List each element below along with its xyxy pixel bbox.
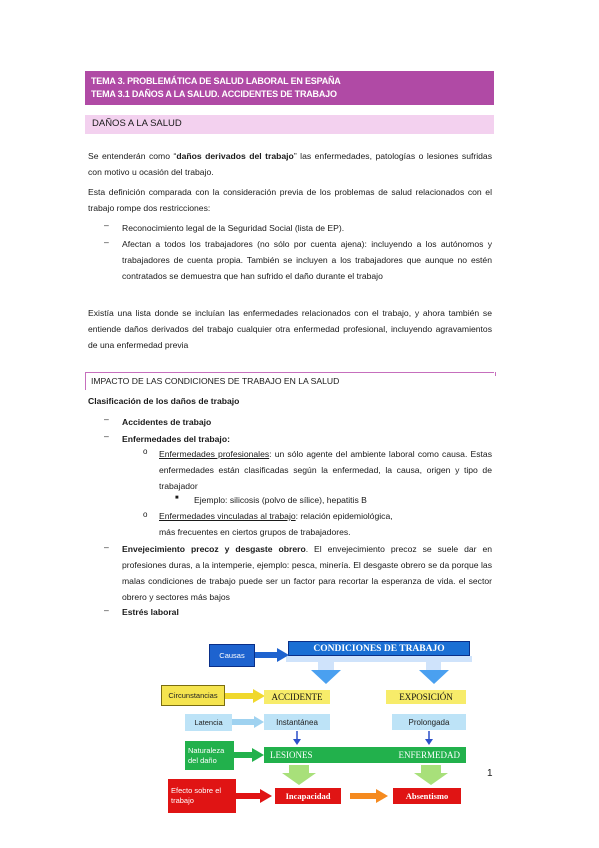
arrow-causas	[255, 648, 289, 662]
box-lesiones-enfermedad	[264, 747, 466, 763]
section-heading-impacto: IMPACTO DE LAS CONDICIONES DE TRABAJO EN LA SALUD	[85, 372, 494, 390]
bullet-dash: –	[104, 414, 109, 424]
arrow-right-orange	[350, 789, 388, 803]
item-accidentes: Accidentes de trabajo	[122, 417, 212, 427]
arrow-right-lightblue	[232, 716, 264, 728]
box-instantanea: Instantánea	[264, 714, 330, 730]
section-heading-danos: DAÑOS A LA SALUD	[85, 115, 494, 134]
bullet-dash: –	[104, 220, 109, 230]
document-header	[85, 71, 494, 105]
header-line-1: TEMA 3. PROBLEMÁTICA DE SALUD LABORAL EN ESPAÑA	[91, 76, 341, 86]
box-accidente: ACCIDENTE	[264, 690, 330, 704]
subtitle-clasificacion: Clasificación de los daños de trabajo	[88, 396, 240, 406]
bullet-dash: –	[104, 237, 109, 247]
arrow-right-red	[236, 789, 272, 803]
page-number: 1	[487, 768, 493, 779]
header-line-2: TEMA 3.1 DAÑOS A LA SALUD. ACCIDENTES DE TRABAJO	[91, 89, 337, 99]
arrow-right-yellow	[225, 689, 265, 703]
bold-term: daños derivados del trabajo	[176, 151, 294, 161]
item-enfermedades: Enfermedades del trabajo:	[122, 434, 230, 444]
sub-enf-profesionales	[159, 446, 492, 494]
text: ” las enfermedades, patologías o lesiones sufridas con motivo u ocasión del trabajo.	[88, 151, 492, 177]
text: : relación epidemiológica,	[295, 511, 393, 521]
bullet-circle: o	[143, 510, 148, 519]
text: . El envejecimiento precoz se suele dar en profesiones duras, a la intemperie, ejemplo: pesca, minería. El desgaste obrero se da porque las malas condiciones de trabajo puede ser un factor para recortar la esperanza de vida. el sector obrero y sectores más bajos	[122, 544, 493, 602]
bullet-dash: –	[104, 542, 109, 552]
down-arrow-right	[419, 670, 449, 684]
arrow-down-instantanea	[290, 731, 304, 745]
box-absentismo: Absentismo	[393, 788, 461, 804]
bullet-item: Afectan a todos los trabajadores (no sólo por cuenta ajena): incluyendo a los autónomos y trabajadores de cuenta propia. También se incluyen a los trabajadores que aunque no estén contratados se demuestra que han sufrido el daño durante el trabajo	[122, 239, 492, 281]
arrow-incapacidad-absentismo	[350, 789, 388, 803]
box-efecto: Efecto sobre el trabajo	[168, 779, 236, 813]
box-incapacidad: Incapacidad	[275, 788, 341, 804]
bullet-dash: –	[104, 605, 109, 615]
item-envejecimiento	[122, 541, 492, 605]
underlined-term: Enfermedades vinculadas al trabajo	[159, 511, 296, 521]
box-latencia: Latencia	[185, 714, 232, 731]
label-lesiones: LESIONES	[270, 750, 313, 760]
bold-term: Envejecimiento precoz y desgaste obrero	[122, 544, 306, 554]
banner-fade-shape	[286, 656, 472, 672]
arrow-down-prolongada	[422, 731, 436, 745]
underlined-term: Enfermedades profesionales	[159, 449, 270, 459]
text: Se entenderán como “	[88, 151, 177, 161]
item-estres: Estrés laboral	[122, 607, 179, 617]
box-naturaleza: Naturaleza del daño	[185, 741, 234, 770]
arrow-right-green	[234, 748, 264, 762]
arrow-circunstancias	[225, 689, 265, 703]
down-arrow-left	[311, 670, 341, 684]
box-prolongada: Prolongada	[392, 714, 466, 730]
arrow-latencia	[232, 716, 264, 728]
sub-enf-vinculadas-cont: más frecuentes en ciertos grupos de trabajadores.	[159, 527, 351, 537]
arrow-naturaleza	[234, 748, 264, 762]
arrow-efecto	[236, 789, 272, 803]
bullet-dash: –	[104, 431, 109, 441]
box-condiciones: CONDICIONES DE TRABAJO	[288, 641, 470, 656]
bullet-item: Reconocimiento legal de la Seguridad Social (lista de EP).	[122, 223, 345, 233]
banner-arrow-shape	[286, 656, 472, 684]
sub-enf-vinculadas	[159, 508, 492, 524]
fat-arrow-down	[282, 765, 316, 785]
bullet-square: ■	[175, 495, 179, 501]
fat-arrow-down	[414, 765, 448, 785]
box-causas: Causas	[209, 644, 255, 667]
arrow-right-blue	[255, 648, 289, 662]
box-exposicion: EXPOSICIÓN	[386, 690, 466, 704]
bullet-circle: o	[143, 447, 148, 456]
paragraph-lista: Existía una lista donde se incluían las enfermedades relacionados con el trabajo, y ahora también se entiende daños derivados del trabajo cualquier otra enfermedad profesional, incluyendo agravamientos de una enfermedad previa	[88, 308, 492, 350]
text: : un sólo agente del ambiente laboral como causa. Estas enfermedades están clasificadas según la enfermedad, la causa, origen y tipo de trabajador	[159, 449, 492, 491]
paragraph-definition	[88, 148, 492, 180]
arrow-head	[425, 739, 433, 745]
example-text: Ejemplo: silicosis (polvo de sílice), hepatitis B	[194, 495, 367, 505]
arrow-head	[293, 739, 301, 745]
box-circunstancias: Circunstancias	[161, 685, 225, 706]
paragraph-restrictions: Esta definición comparada con la consideración previa de los problemas de salud relacionados con el trabajo rompe dos restricciones:	[88, 187, 492, 213]
arrow-down-lesiones	[282, 765, 316, 785]
label-enfermedad: ENFERMEDAD	[398, 750, 460, 760]
arrow-down-enfermedad	[414, 765, 448, 785]
